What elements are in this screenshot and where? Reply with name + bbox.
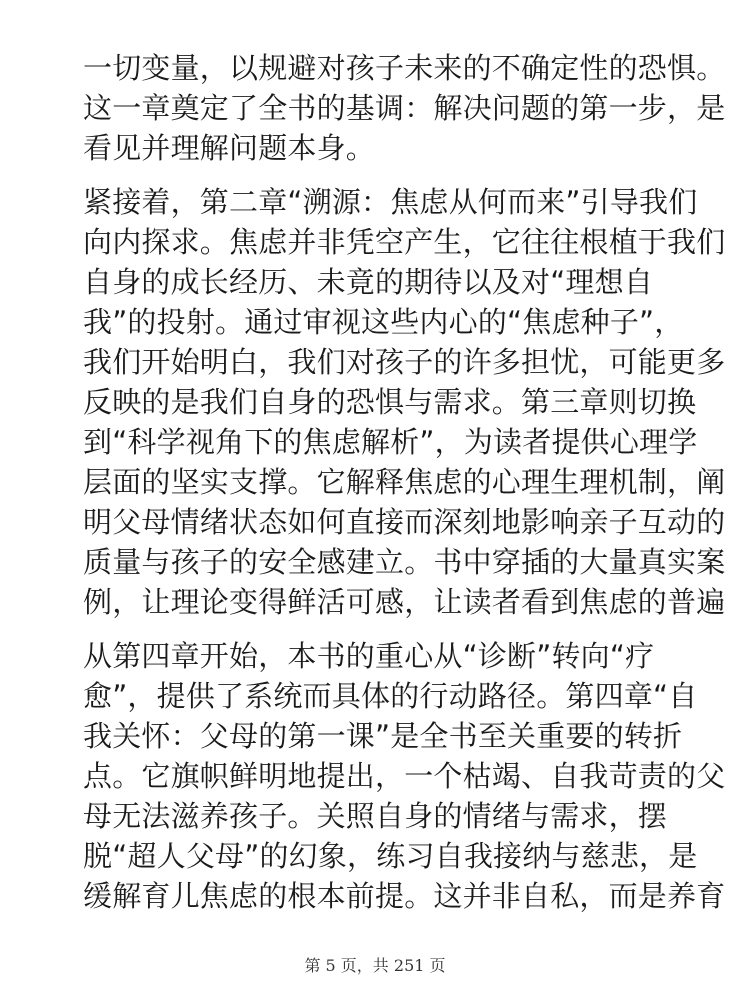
text-line: 愈”，提供了系统而具体的行动路径。第四章“自 [83,679,698,713]
text-line: 明父母情绪状态如何直接而深刻地影响亲子互动的 [83,505,726,539]
text-line: 紧接着，第二章“溯源：焦虑从何而来”引导我们 [83,185,698,219]
text-line: 从第四章开始，本书的重心从“诊断”转向“疗 [83,639,655,673]
text-line: 脱“超人父母”的幻象，练习自我接纳与慈悲，是 [83,839,698,873]
text-line: 缓解育儿焦虑的根本前提。这并非自私，而是养育 [83,879,726,913]
text-line: 质量与孩子的安全感建立。书中穿插的大量真实案 [83,545,726,579]
text-line: 我关怀：父母的第一课”是全书至关重要的转折 [83,719,683,753]
text-line: 反映的是我们自身的恐惧与需求。第三章则切换 [83,385,697,419]
text-line: 层面的坚实支撑。它解释焦虑的心理生理机制，阐 [83,465,726,499]
text-line: 到“科学视角下的焦虑解析”，为读者提供心理学 [83,425,698,459]
text-line: 例，让理论变得鲜活可感，让读者看到焦虑的普遍 [83,585,726,619]
body-text [83,48,726,916]
paragraph-gap [83,168,683,182]
text-line: 向内探求。焦虑并非凭空产生，它往往根植于我们 [83,225,726,259]
paragraph-2 [83,182,726,622]
text-line: 我”的投射。通过审视这些内心的“焦虑种子”， [83,305,684,339]
text-line: 一切变量，以规避对孩子未来的不确定性的恐惧。 [83,51,726,85]
text-line: 这一章奠定了全书的基调：解决问题的第一步，是 [83,91,726,125]
page-number-footer: 第 5 页，共 251 页 [304,956,446,975]
paragraph-3 [83,636,726,916]
paragraph-1 [83,48,726,168]
paragraph-gap [83,622,683,636]
text-line: 母无法滋养孩子。关照自身的情绪与需求，摆 [83,799,668,833]
text-line: 看见并理解问题本身。 [83,131,376,165]
text-line: 自身的成长经历、未竟的期待以及对“理想自 [83,265,654,299]
text-line: 我们开始明白，我们对孩子的许多担忧，可能更多 [83,345,726,379]
text-line: 点。它旗帜鲜明地提出，一个枯竭、自我苛责的父 [83,759,726,793]
